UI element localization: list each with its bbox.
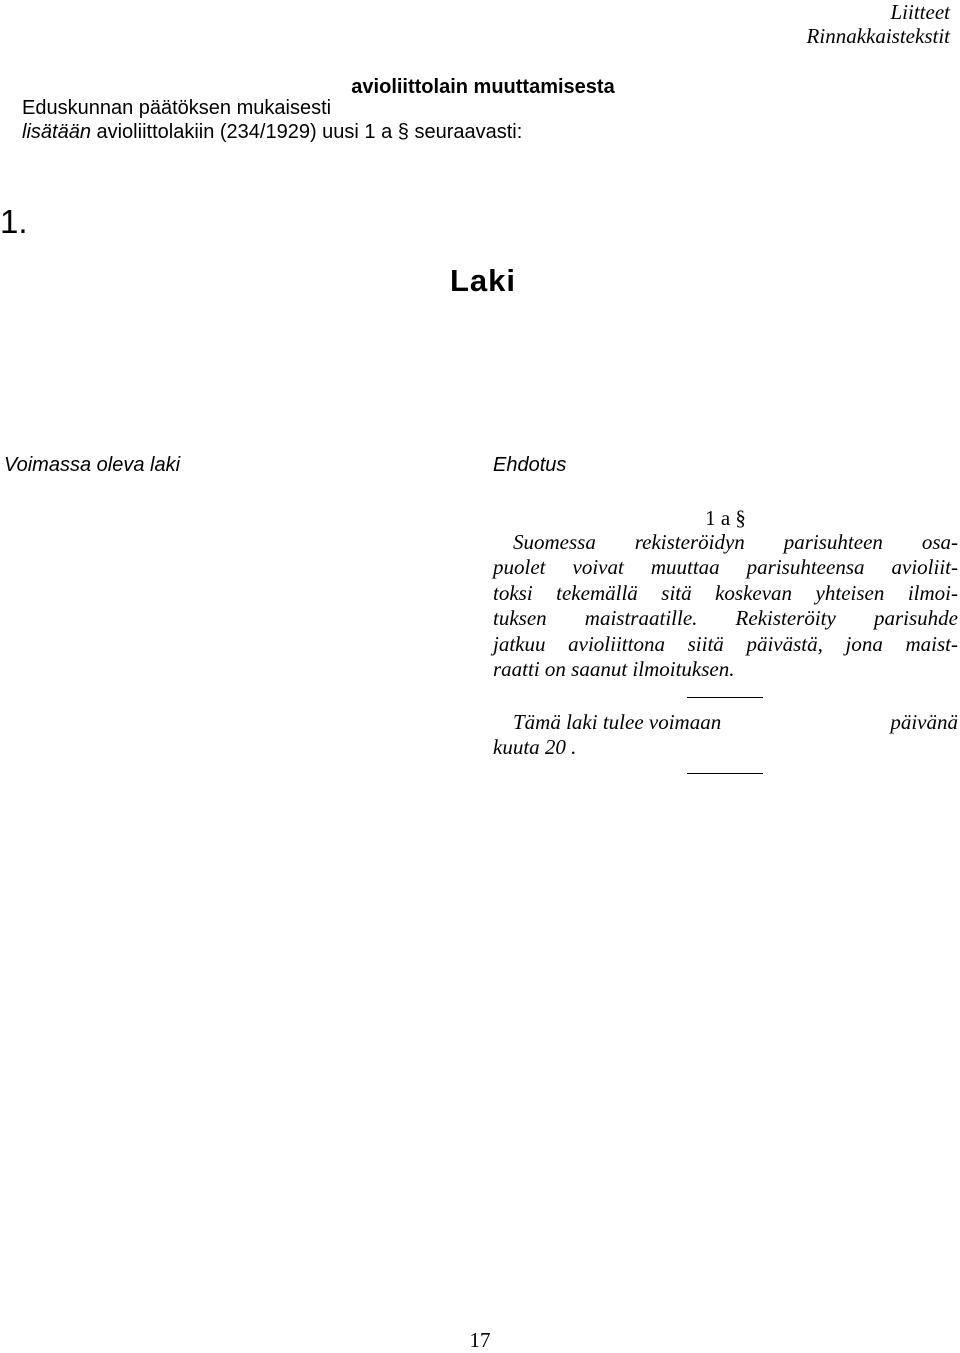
entry-text-end: päivänä (890, 710, 958, 734)
proposal-line: toksi tekemällä sitä koskevan yhteisen ilmoi- (493, 580, 958, 605)
closing-rule (687, 773, 763, 774)
intro-verb: lisätään (22, 121, 91, 143)
proposal-line: tuksen maistraatille. Rekisteröity parisuhde (493, 606, 958, 631)
document-number: 1. (0, 203, 28, 240)
left-column-heading: Voimassa oleva laki (4, 454, 181, 476)
law-title: Laki (449, 263, 517, 298)
header-liitteet: Liitteet (890, 0, 950, 24)
proposal-text (493, 530, 958, 682)
intro-rest: avioliittolakiin (234/1929) uusi 1 a § seuraavasti: (90, 121, 523, 143)
entry-into-force (493, 710, 958, 761)
page-number: 17 (469, 1328, 491, 1352)
section-heading: 1 a § (705, 506, 746, 530)
proposal-line: jatkuu avioliittona siitä päivästä, jona maist- (493, 631, 958, 656)
header-rinnakkaistekstit: Rinnakkaistekstit (806, 24, 950, 48)
entry-text-start: Tämä laki tulee voimaan (513, 710, 722, 734)
law-subtitle: avioliittolain muuttamisesta (351, 76, 615, 98)
intro-line-2 (22, 120, 522, 144)
proposal-line: raatti on saanut ilmoituksen. (493, 656, 735, 681)
right-column-heading: Ehdotus (493, 454, 567, 476)
proposal-line: puolet voivat muuttaa parisuhteensa avioliit- (493, 555, 958, 580)
section-divider-rule (687, 697, 763, 698)
intro-line-1: Eduskunnan päätöksen mukaisesti (22, 97, 332, 119)
proposal-line: Suomessa rekisteröidyn parisuhteen osa- (513, 530, 958, 554)
entry-text-line-2: kuuta 20 . (493, 735, 577, 760)
